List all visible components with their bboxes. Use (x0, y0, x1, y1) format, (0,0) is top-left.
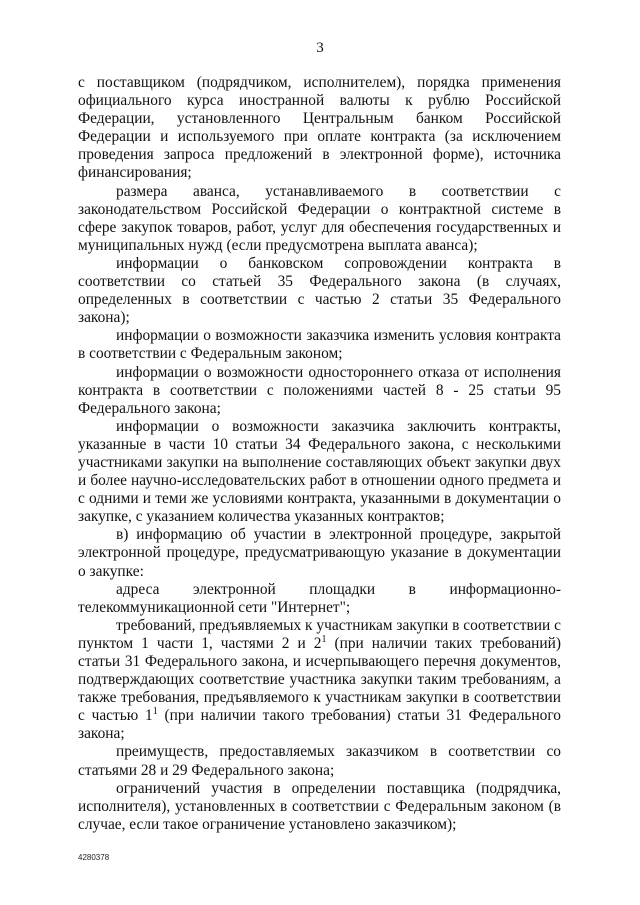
text-fragment: (при наличии такого требования) статьи 31 Федерального закона; (78, 707, 561, 743)
paragraph: в) информацию об участии в электронной процедуре, закрытой электронной процедуре, предусматривающую указание в документации о закупке: (78, 526, 561, 580)
paragraph: с поставщиком (подрядчиком, исполнителем), порядка применения официального курса иностранной валюты к рублю Российской Федерации, установленного Центральным банком Российской Федерации и используемого при оплате контракта (за исключением проведения запроса предложений в электронной форме), источника финансирования; (78, 74, 561, 182)
paragraph: размера аванса, устанавливаемого в соответствии с законодательством Российской Федерации о контрактной системе в сфере закупок товаров, работ, услуг для обеспечения государственных и муниципальных нужд (если предусмотрена выплата аванса); (78, 182, 561, 254)
text-fragment: требований, предъявляемых к участникам закупки в соответствии с пунктом 1 части 1, частями 2 и 2 (78, 616, 561, 652)
paragraph: информации о возможности заказчика заключить контракты, указанные в части 10 статьи 34 Федерального закона, с несколькими участниками закупки на выполнение составляющих объект закупки двух и более научно-исследовательских работ в отношении одного предмета и с одними и теми же условиями контракта, указанными в документации о закупке, с указанием количества указанных контрактов; (78, 417, 561, 526)
paragraph: адреса электронной площадки в информационно-телекоммуникационной сети "Интернет"; (78, 580, 561, 616)
paragraph-with-superscripts (78, 617, 561, 744)
paragraph: ограничений участия в определении поставщика (подрядчика, исполнителя), установленных в соответствии с Федеральным законом (в случае, если такое ограничение установлено заказчиком); (78, 779, 561, 833)
paragraph: информации о возможности одностороннего отказа от исполнения контракта в соответствии с положениями частей 8 - 25 статьи 95 Федерального закона; (78, 363, 561, 417)
superscript: 1 (152, 706, 158, 718)
paragraph: информации о возможности заказчика изменить условия контракта в соответствии с Федеральным законом; (78, 327, 561, 363)
paragraph: информации о банковском сопровождении контракта в соответствии со статьей 35 Федерального закона (в случаях, определенных в соответствии с частью 2 статьи 35 Федерального закона); (78, 254, 561, 327)
document-code: 4280378 (78, 853, 110, 862)
paragraph: преимуществ, предоставляемых заказчиком в соответствии со статьями 28 и 29 Федерального закона; (78, 743, 561, 779)
document-body (78, 74, 561, 834)
page-number: 3 (316, 40, 324, 56)
text-fragment: (при наличии таких требований) статьи 31 Федерального закона, и исчерпывающего перечня документов, подтверждающих соответствие участника закупки таким требованиям, а также требования, предъявляемого к участникам закупки в соответствии с частью 1 (78, 634, 561, 725)
superscript: 1 (321, 633, 327, 645)
